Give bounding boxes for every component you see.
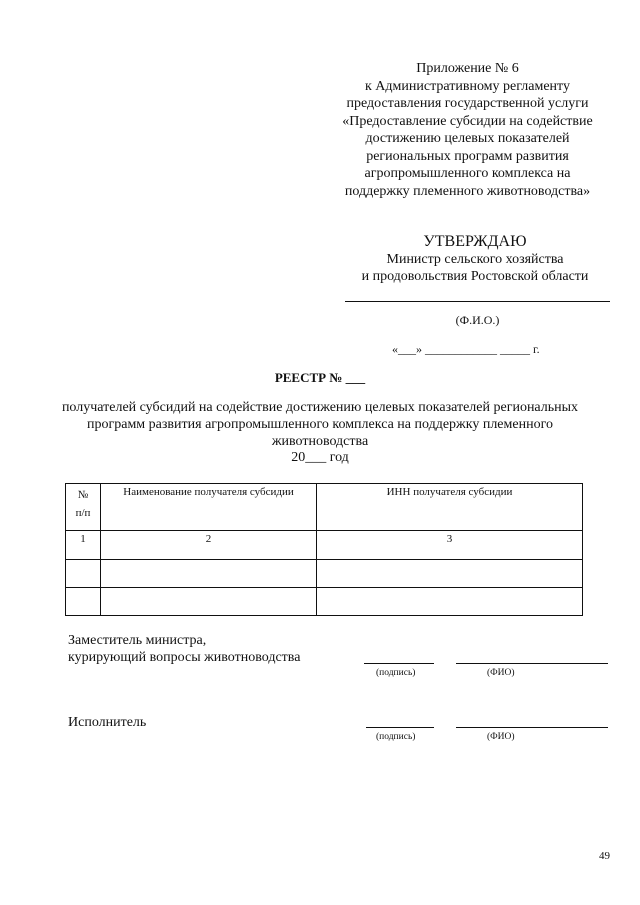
empty-cell: [101, 588, 317, 616]
appendix-line: предоставления государственной услуги: [346, 96, 589, 111]
approver-fio-caption: (Ф.И.О.): [455, 313, 500, 327]
approval-block: [330, 233, 620, 285]
approve-position-line1: Министр сельского хозяйства: [386, 252, 564, 267]
empty-cell: [317, 560, 583, 588]
executor-signature-line: [366, 727, 434, 728]
column-number-2: 2: [101, 531, 317, 560]
deputy-minister-label: [68, 632, 300, 666]
approve-position-line2: и продовольствия Ростовской области: [361, 269, 589, 284]
appendix-line: поддержку племенного животноводства»: [344, 183, 591, 199]
deputy-signature-line: [364, 663, 434, 664]
header-inn: ИНН получателя субсидии: [317, 484, 583, 531]
appendix-line: региональных программ развития: [366, 148, 569, 164]
table-row: [66, 560, 583, 588]
deputy-label-line1: Заместитель министра,: [68, 633, 207, 648]
table-row: [66, 588, 583, 616]
column-number-1: 1: [66, 531, 101, 560]
table-header-row: [66, 484, 583, 531]
executor-fio-caption: (ФИО): [487, 732, 515, 742]
appendix-line: «Предоставление субсидии на содействие: [342, 113, 593, 129]
header-number: № п/п: [66, 484, 101, 531]
deputy-signature-caption: (подпись): [376, 668, 416, 678]
empty-cell: [66, 588, 101, 616]
deputy-label-line2: курирующий вопросы животноводства: [68, 650, 301, 665]
executor-label: Исполнитель: [68, 715, 147, 730]
table-row: [66, 531, 583, 560]
register-subtitle: получателей субсидий на содействие достижению целевых показателей региональных программ развития агропромышленного комплекса на поддержку племенного животноводства: [61, 400, 579, 449]
register-title: РЕЕСТР № ___: [274, 370, 366, 385]
executor-signature-caption: (подпись): [376, 732, 416, 742]
column-number-3: 3: [317, 531, 583, 560]
register-year: 20___ год: [291, 450, 349, 465]
appendix-line: к Административному регламенту: [365, 78, 570, 94]
page-number: 49: [599, 850, 610, 862]
empty-cell: [317, 588, 583, 616]
appendix-line: агропромышленного комплекса на: [364, 166, 571, 181]
register-table: [65, 483, 583, 616]
appendix-block: [310, 60, 625, 200]
empty-cell: [66, 560, 101, 588]
appendix-line: Приложение № 6: [416, 61, 519, 76]
approve-heading: УТВЕРЖДАЮ: [423, 233, 527, 250]
appendix-line: достижению целевых показателей: [365, 131, 570, 146]
header-recipient-name: Наименование получателя субсидии: [101, 484, 317, 531]
approver-signature-line: [345, 301, 610, 302]
deputy-fio-line: [456, 663, 608, 664]
executor-fio-line: [456, 727, 608, 728]
approval-date-line: «___» ____________ _____ г.: [392, 342, 540, 356]
deputy-fio-caption: (ФИО): [487, 668, 515, 678]
empty-cell: [101, 560, 317, 588]
